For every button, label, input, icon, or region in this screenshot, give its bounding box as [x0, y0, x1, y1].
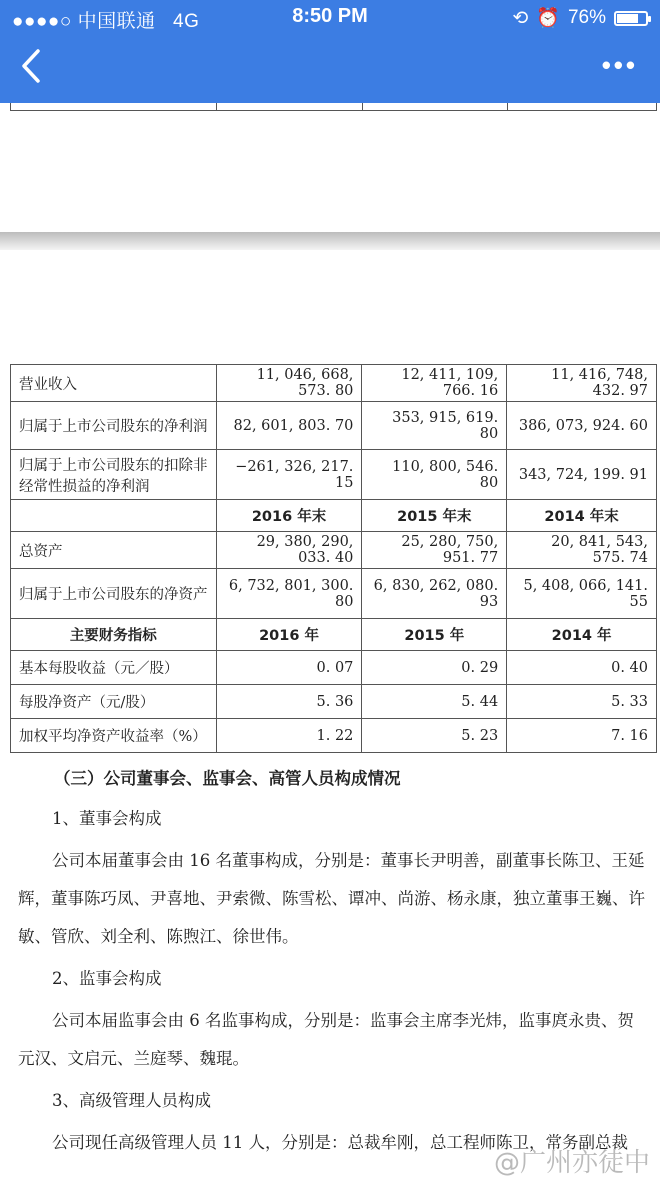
table-row [11, 365, 657, 402]
row-label: 归属于上市公司股东的扣除非经常性损益的净利润 [11, 450, 217, 500]
status-right [512, 6, 648, 30]
exec-heading: 3、高级管理人员构成 [52, 1091, 211, 1110]
chevron-left-icon [18, 48, 46, 84]
table-row [11, 685, 657, 719]
column-header: 2016 年末 [216, 500, 362, 532]
cell-value: 343, 724, 199. 91 [507, 450, 657, 500]
cell-value: 0. 40 [507, 651, 657, 685]
back-button[interactable] [18, 48, 46, 84]
supervisor-body: 公司本届监事会由 6 名监事构成，分别是：监事会主席李光炜，监事庹永贵、贺元汉、文启元、兰庭琴、魏琨。 [18, 1011, 634, 1068]
document-body [18, 760, 648, 1162]
cell-value: 0. 07 [216, 651, 362, 685]
network-label: 4G [173, 11, 200, 32]
carrier-label: ●●●●○ 中国联通 [12, 11, 156, 32]
cell-value: 11, 416, 748, 432. 97 [507, 365, 657, 402]
row-label: 总资产 [11, 532, 217, 569]
column-header: 2015 年 [362, 619, 507, 651]
row-label [11, 500, 217, 532]
table-row [11, 532, 657, 569]
row-label: 归属于上市公司股东的净资产 [11, 569, 217, 619]
cell-value: 5. 33 [507, 685, 657, 719]
previous-page-table-edge [10, 103, 657, 111]
row-label: 加权平均净资产收益率（%） [11, 719, 217, 753]
status-time: 8:50 PM [292, 5, 368, 27]
app-header [0, 0, 660, 103]
battery-percent: 76% [567, 7, 606, 28]
cell-value: 5, 408, 066, 141. 55 [507, 569, 657, 619]
board-heading: 1、董事会构成 [52, 809, 162, 828]
cell-value: 25, 280, 750, 951. 77 [362, 532, 507, 569]
page-break-shadow [0, 232, 660, 250]
cell-value: 20, 841, 543, 575. 74 [507, 532, 657, 569]
row-label: 主要财务指标 [11, 619, 217, 651]
table-row [11, 569, 657, 619]
rotation-lock-icon: ⟲ [512, 7, 529, 29]
financial-table [10, 364, 657, 753]
column-header: 2014 年末 [507, 500, 657, 532]
status-bar [0, 0, 660, 34]
cell-value: 6, 830, 262, 080. 93 [362, 569, 507, 619]
cell-value: 1. 22 [216, 719, 362, 753]
cell-value: 11, 046, 668, 573. 80 [216, 365, 362, 402]
row-label: 基本每股收益（元／股） [11, 651, 217, 685]
table-header-row [11, 500, 657, 532]
row-label: 营业收入 [11, 365, 217, 402]
cell-value: 6, 732, 801, 300. 80 [216, 569, 362, 619]
table-row [11, 651, 657, 685]
cell-value: 29, 380, 290, 033. 40 [216, 532, 362, 569]
more-button[interactable]: ••• [601, 50, 638, 80]
table-row [11, 402, 657, 450]
supervisor-heading: 2、监事会构成 [52, 969, 162, 988]
table-row [11, 450, 657, 500]
cell-value: 5. 23 [362, 719, 507, 753]
section-title: （三）公司董事会、监事会、高管人员构成情况 [54, 769, 401, 788]
watermark: @广州亦徒中 [493, 1148, 650, 1178]
column-header: 2014 年 [507, 619, 657, 651]
table-header-row [11, 619, 657, 651]
battery-icon [614, 11, 648, 26]
row-label: 归属于上市公司股东的净利润 [11, 402, 217, 450]
cell-value: 110, 800, 546. 80 [362, 450, 507, 500]
cell-value: 353, 915, 619. 80 [362, 402, 507, 450]
cell-value: 386, 073, 924. 60 [507, 402, 657, 450]
cell-value: 5. 44 [362, 685, 507, 719]
board-body: 公司本届董事会由 16 名董事构成，分别是：董事长尹明善，副董事长陈卫、王延辉，董事陈巧凤、尹喜地、尹索微、陈雪松、谭冲、尚游、杨永康，独立董事王巍、许敏、管欣、刘全利、陈煦江、徐世伟。 [18, 851, 645, 946]
cell-value: 7. 16 [507, 719, 657, 753]
column-header: 2015 年末 [362, 500, 507, 532]
exec-body: 公司现任高级管理人员 11 人，分别是：总裁牟刚，总工程师陈卫，常务副总裁 [52, 1133, 628, 1152]
cell-value: 12, 411, 109, 766. 16 [362, 365, 507, 402]
row-label: 每股净资产（元/股） [11, 685, 217, 719]
cell-value: 5. 36 [216, 685, 362, 719]
cell-value: 82, 601, 803. 70 [216, 402, 362, 450]
alarm-icon: ⏰ [536, 8, 560, 29]
table-row [11, 719, 657, 753]
column-header: 2016 年 [216, 619, 362, 651]
cell-value: 0. 29 [362, 651, 507, 685]
cell-value: −261, 326, 217. 15 [216, 450, 362, 500]
